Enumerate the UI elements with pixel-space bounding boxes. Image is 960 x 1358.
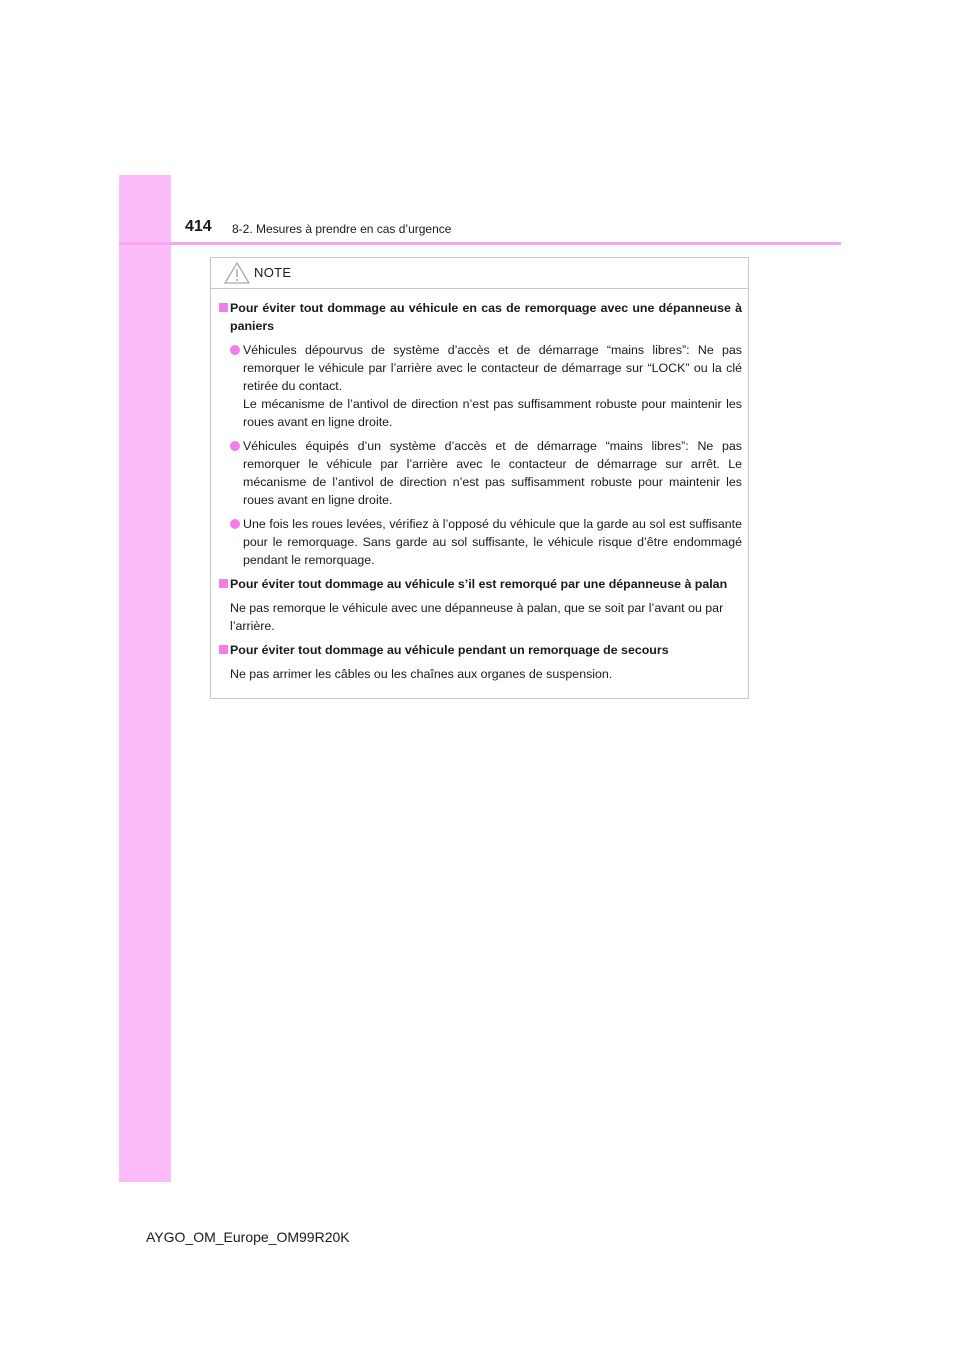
note-header bbox=[211, 258, 748, 289]
section-heading: Pour éviter tout dommage au véhicule en cas de remorquage avec une dépanneuse à paniers bbox=[219, 299, 742, 335]
circle-bullet-icon bbox=[230, 345, 240, 355]
side-color-band bbox=[119, 175, 171, 1182]
page-number: 414 bbox=[185, 218, 212, 235]
section-heading: Pour éviter tout dommage au véhicule s’il est remorqué par une dépanneuse à palan bbox=[219, 575, 742, 593]
note-label: NOTE bbox=[254, 265, 292, 280]
note-body bbox=[211, 289, 748, 683]
section-heading: Pour éviter tout dommage au véhicule pendant un remorquage de secours bbox=[219, 641, 742, 659]
bullet-text: Le mécanisme de l’antivol de direction n’est pas suffisamment robuste pour maintenir les roues avant en ligne droite. bbox=[243, 397, 742, 429]
list-item bbox=[219, 515, 742, 569]
circle-bullet-icon bbox=[230, 519, 240, 529]
circle-bullet-icon bbox=[230, 441, 240, 451]
list-item bbox=[219, 341, 742, 431]
bullet-text: Une fois les roues levées, vérifiez à l’opposé du véhicule que la garde au sol est suffisante pour le remorquage. Sans garde au sol suffisante, le véhicule risque d’être endommagé pendant le remorquage. bbox=[243, 517, 742, 567]
bullet-text: Véhicules dépourvus de système d’accès et de démarrage “mains libres”: Ne pas remorquer le véhicule par l’arrière avec le contacteur de démarrage sur “LOCK” ou la clé retirée du contact. bbox=[243, 343, 742, 393]
warning-icon bbox=[223, 261, 251, 285]
square-bullet-icon bbox=[219, 579, 228, 588]
paragraph: Ne pas arrimer les câbles ou les chaînes aux organes de suspension. bbox=[230, 667, 613, 681]
header-rule bbox=[119, 242, 841, 245]
bullet-text: Véhicules équipés d’un système d’accès et de démarrage “mains libres”: Ne pas remorquer le véhicule par l’arrière avec le contacteur de démarrage sur arrêt. Le mécanisme de l’antivol de direction n’est pas suffisamment robuste pour maintenir les roues avant en ligne droite. bbox=[243, 439, 742, 507]
paragraph: Ne pas remorque le véhicule avec une dépanneuse à palan, que se soit par l’avant ou par l’arrière. bbox=[230, 601, 724, 633]
footer-code: AYGO_OM_Europe_OM99R20K bbox=[146, 1229, 350, 1245]
square-bullet-icon bbox=[219, 303, 228, 312]
section-title: 8-2. Mesures à prendre en cas d’urgence bbox=[232, 222, 452, 236]
square-bullet-icon bbox=[219, 645, 228, 654]
note-box bbox=[210, 257, 749, 699]
list-item bbox=[219, 437, 742, 509]
